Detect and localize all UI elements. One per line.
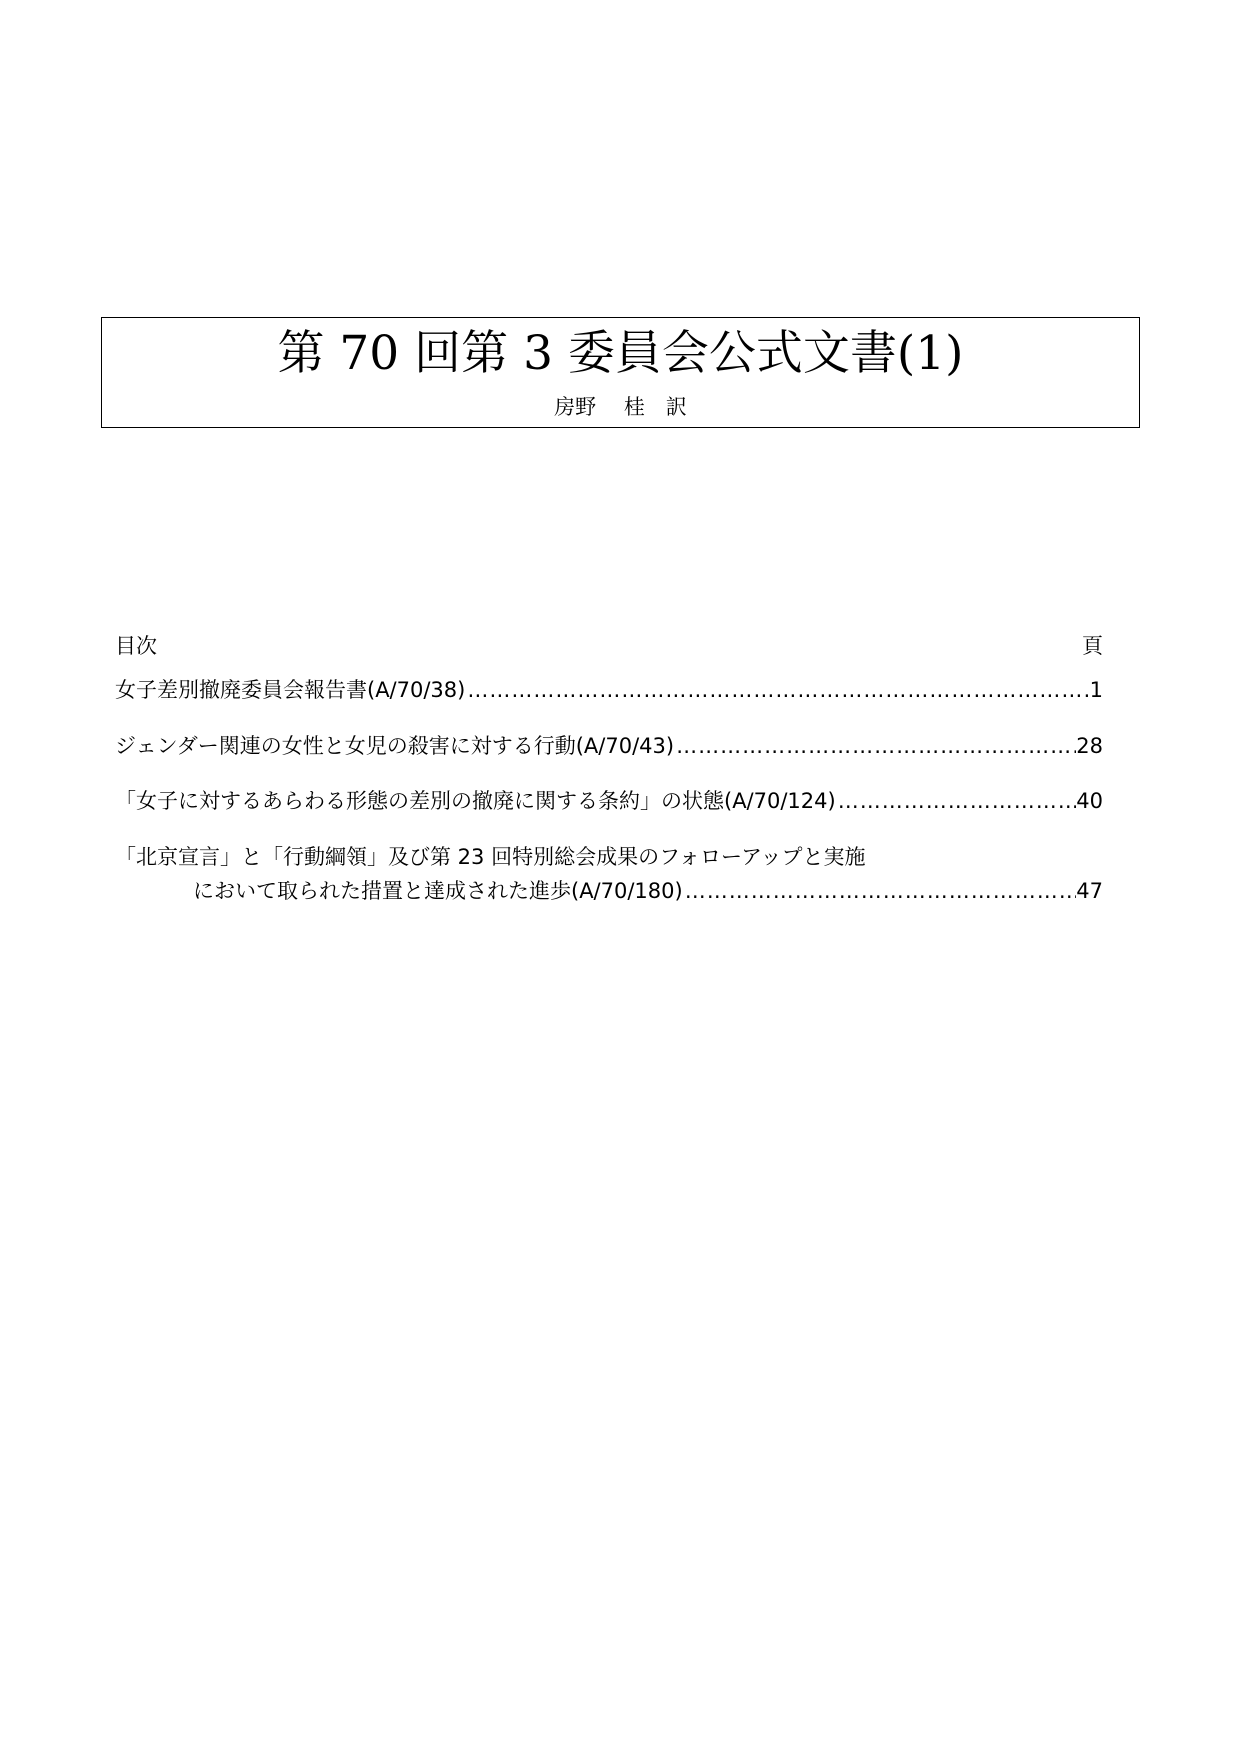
toc-leader-dots — [465, 674, 1089, 706]
toc-entry-page: 40 — [1076, 789, 1103, 813]
toc-entry[interactable] — [115, 785, 1103, 817]
toc-entry-page: 47 — [1076, 879, 1103, 903]
toc-entry-title-line1[interactable]: 「北京宣言」と「行動綱領」及び第 23 回特別総会成果のフォローアップと実施 — [115, 845, 866, 869]
toc-entry-title: ジェンダー関連の女性と女児の殺害に対する行動(A/70/43) — [115, 734, 675, 758]
document-title: 第 70 回第 3 委員会公式文書(1) — [277, 326, 964, 381]
toc-entry[interactable] — [115, 730, 1103, 762]
toc-leader-dots — [683, 875, 1077, 907]
toc-page-label: 頁 — [1082, 634, 1103, 658]
toc-entry[interactable] — [193, 875, 1103, 907]
toc-leader-dots — [674, 730, 1076, 762]
toc-entry-page: 28 — [1076, 734, 1103, 758]
toc-entry-title: 女子差別撤廃委員会報告書(A/70/38) — [115, 678, 466, 702]
title-box — [101, 317, 1140, 428]
translator-credit: 房野 桂 訳 — [554, 395, 687, 419]
toc-entry-title: 「女子に対するあらわる形態の差別の撤廃に関する条約」の状態(A/70/124) — [115, 789, 836, 813]
toc-entry-title-line2: において取られた措置と達成された進歩(A/70/180) — [193, 879, 683, 903]
toc-entry-page: 1 — [1089, 678, 1103, 702]
toc-leader-dots — [836, 785, 1077, 817]
toc-contents-label: 目次 — [115, 634, 157, 658]
toc-header — [115, 630, 1103, 662]
toc-entry[interactable] — [115, 674, 1103, 706]
table-of-contents — [115, 630, 1103, 903]
